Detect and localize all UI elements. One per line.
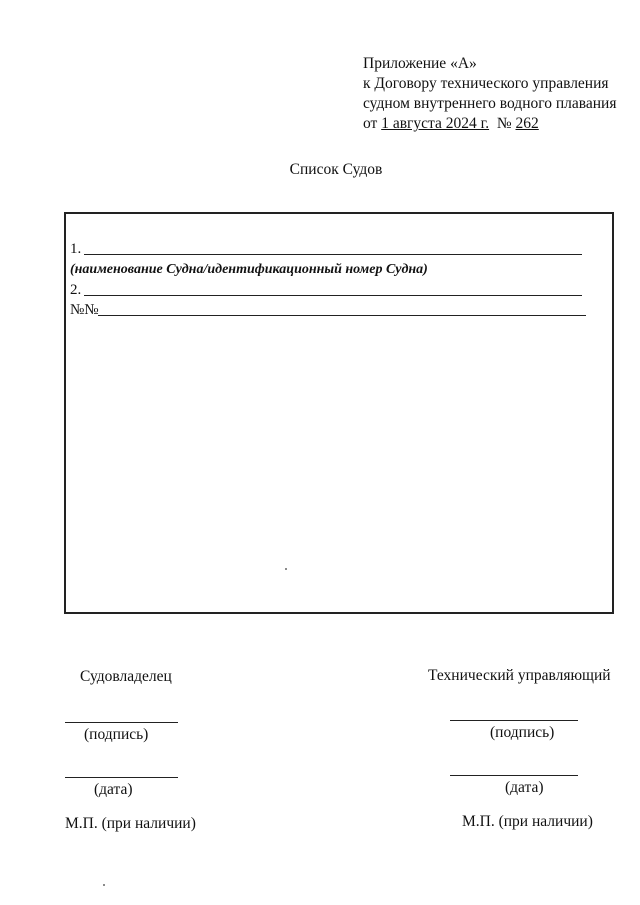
appendix-contract-line: к Договору технического управления: [363, 75, 609, 92]
contract-number: 262: [515, 115, 539, 132]
appendix-title: Приложение «А»: [363, 55, 477, 72]
date-prefix: от: [363, 115, 378, 132]
appendix-header: [363, 54, 616, 134]
shipowner-stamp: М.П. (при наличии): [65, 815, 196, 832]
contract-date: 1 августа 2024 г.: [381, 115, 490, 132]
number-prefix: №: [496, 115, 512, 132]
shipowner-signature-caption: (подпись): [84, 726, 149, 743]
shipowner-date-line[interactable]: [65, 777, 178, 778]
scan-speck: [103, 884, 105, 886]
shipowner-signature-line[interactable]: [65, 722, 178, 723]
technical-manager-signature-line[interactable]: [450, 720, 578, 721]
document-title: Список Судов: [289, 161, 383, 178]
vessel-more-line[interactable]: [98, 315, 586, 316]
vessel-item-2-line[interactable]: [84, 295, 582, 296]
technical-manager-signature-caption: (подпись): [490, 724, 555, 741]
technical-manager-date-line[interactable]: [450, 775, 578, 776]
appendix-vessel-line: судном внутреннего водного плавания: [363, 95, 617, 112]
shipowner-date-caption: (дата): [94, 781, 133, 798]
scan-speck: [285, 568, 287, 570]
appendix-date-line: [363, 114, 616, 134]
technical-manager-date-caption: (дата): [505, 779, 544, 796]
vessel-item-2-label: 2.: [70, 282, 82, 298]
technical-manager-stamp: М.П. (при наличии): [462, 813, 593, 830]
vessel-more-label: №№: [70, 302, 99, 318]
shipowner-label: Судовладелец: [80, 668, 172, 685]
technical-manager-label: Технический управляющий: [428, 667, 611, 684]
vessel-item-hint: (наименование Судна/идентификационный номер Судна): [70, 262, 428, 277]
vessel-item-1-line[interactable]: [84, 254, 582, 255]
vessel-item-1-label: 1.: [70, 241, 82, 257]
